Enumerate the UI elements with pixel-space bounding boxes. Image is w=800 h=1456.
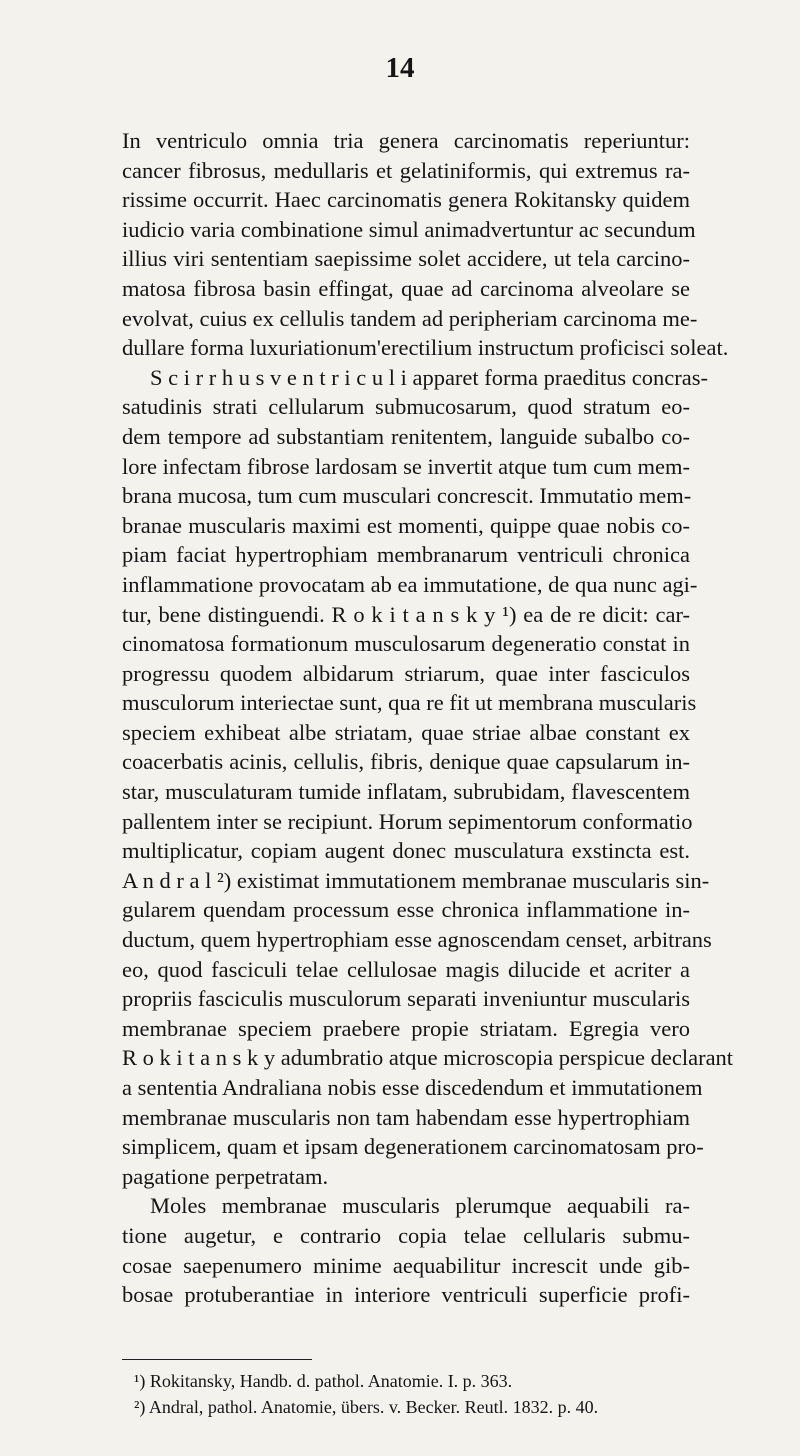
text-line: inflammatione provocatam ab ea immutatione, de qua nunc agi- [122,571,698,597]
text-line: star, musculaturam tumide inflatam, subrubidam, flavescentem [122,779,690,805]
text-line: pagatione perpetratam. [122,1163,329,1189]
text-line: coacerbatis acinis, cellulis, fibris, denique quae capsularum in- [122,749,690,775]
text-line: simplicem, quam et ipsam degenerationem carcinomatosam pro- [122,1134,704,1160]
text-line: R o k i t a n s k y adumbratio atque microscopia perspicue declarant [122,1045,734,1071]
footnotes [134,1368,694,1420]
text-line: cosae saepenumero minime aequabilitur increscit unde gib- [122,1252,690,1278]
text-line: dem tempore ad substantiam renitentem, languide subalbo co- [122,423,690,449]
text-line: ductum, quem hypertrophiam esse agnoscendam censet, arbitrans [122,927,712,953]
text-line: Moles membranae muscularis plerumque aequabili ra- [150,1193,690,1219]
text-line: eo, quod fasciculi telae cellulosae magis dilucide et acriter a [122,956,690,982]
text-line: branae muscularis maximi est momenti, quippe quae nobis co- [122,512,690,538]
text-line: gularem quendam processum esse chronica inflammatione in- [122,897,690,923]
text-line: rissime occurrit. Haec carcinomatis genera Rokitansky quidem [122,187,690,213]
text-line: satudinis strati cellularum submucosarum, quod stratum eo- [122,394,690,420]
text-line: S c i r r h u s v e n t r i c u l i apparet forma praeditus concras- [150,364,708,390]
text-line: speciem exhibeat albe striatam, quae striae albae constant ex [122,719,690,745]
body-text [122,126,734,1310]
footnote: ¹) Rokitansky, Handb. d. pathol. Anatomie. I. p. 363. [134,1371,513,1391]
text-line: illius viri sententiam saepissime solet accidere, ut tela carcino- [122,246,690,272]
text-line: dullare forma luxuriationum'erectilium instructum proficisci soleat. [122,335,729,361]
text-line: a sententia Andraliana nobis esse discedendum et immutationem [122,1075,703,1100]
text-line: piam faciat hypertrophiam membranarum ventriculi chronica [122,542,690,568]
text-line: lore infectam fibrose lardosam se invertit atque tum cum mem- [122,453,690,479]
text-line: bosae protuberantiae in interiore ventriculi superficie profi- [122,1282,690,1308]
text-line: multiplicatur, copiam augent donec musculatura exstincta est. [122,838,690,864]
text-line: A n d r a l ²) existimat immutationem membranae muscularis sin- [122,867,710,893]
text-line: matosa fibrosa basin effingat, quae ad carcinoma alveolare se [122,275,690,301]
page-number: 14 [385,52,415,84]
text-line: iudicio varia combinatione simul animadvertuntur ac secundum [122,216,696,242]
text-line: evolvat, cuius ex cellulis tandem ad peripheriam carcinoma me- [122,305,698,331]
text-line: progressu quodem albidarum striarum, quae inter fasciculos [122,660,690,686]
text-line: In ventriculo omnia tria genera carcinomatis reperiuntur: [122,128,690,153]
text-line: musculorum interiectae sunt, qua re fit ut membrana muscularis [122,690,697,716]
text-line: brana mucosa, tum cum musculari concrescit. Immutatio mem- [122,483,692,509]
text-line: cinomatosa formationum musculosarum degeneratio constat in [122,631,690,657]
text-line: cancer fibrosus, medullaris et gelatiniformis, qui extremus ra- [122,157,690,183]
text-line: membranae speciem praebere propie striatam. Egregia vero [122,1015,690,1041]
text-line: pallentem inter se recipiunt. Horum sepimentorum conformatio [122,808,693,834]
text-line: tione augetur, e contrario copia telae cellularis submu- [122,1222,690,1248]
text-line: propriis fasciculis musculorum separati inveniuntur muscularis [122,986,690,1012]
text-line: membranae muscularis non tam habendam esse hypertrophiam [122,1104,690,1130]
text-line: tur, bene distinguendi. R o k i t a n s k y ¹) ea de re dicit: car- [122,601,690,627]
footnote-divider [122,1359,312,1360]
footnote: ²) Andral, pathol. Anatomie, übers. v. Becker. Reutl. 1832. p. 40. [134,1397,599,1417]
